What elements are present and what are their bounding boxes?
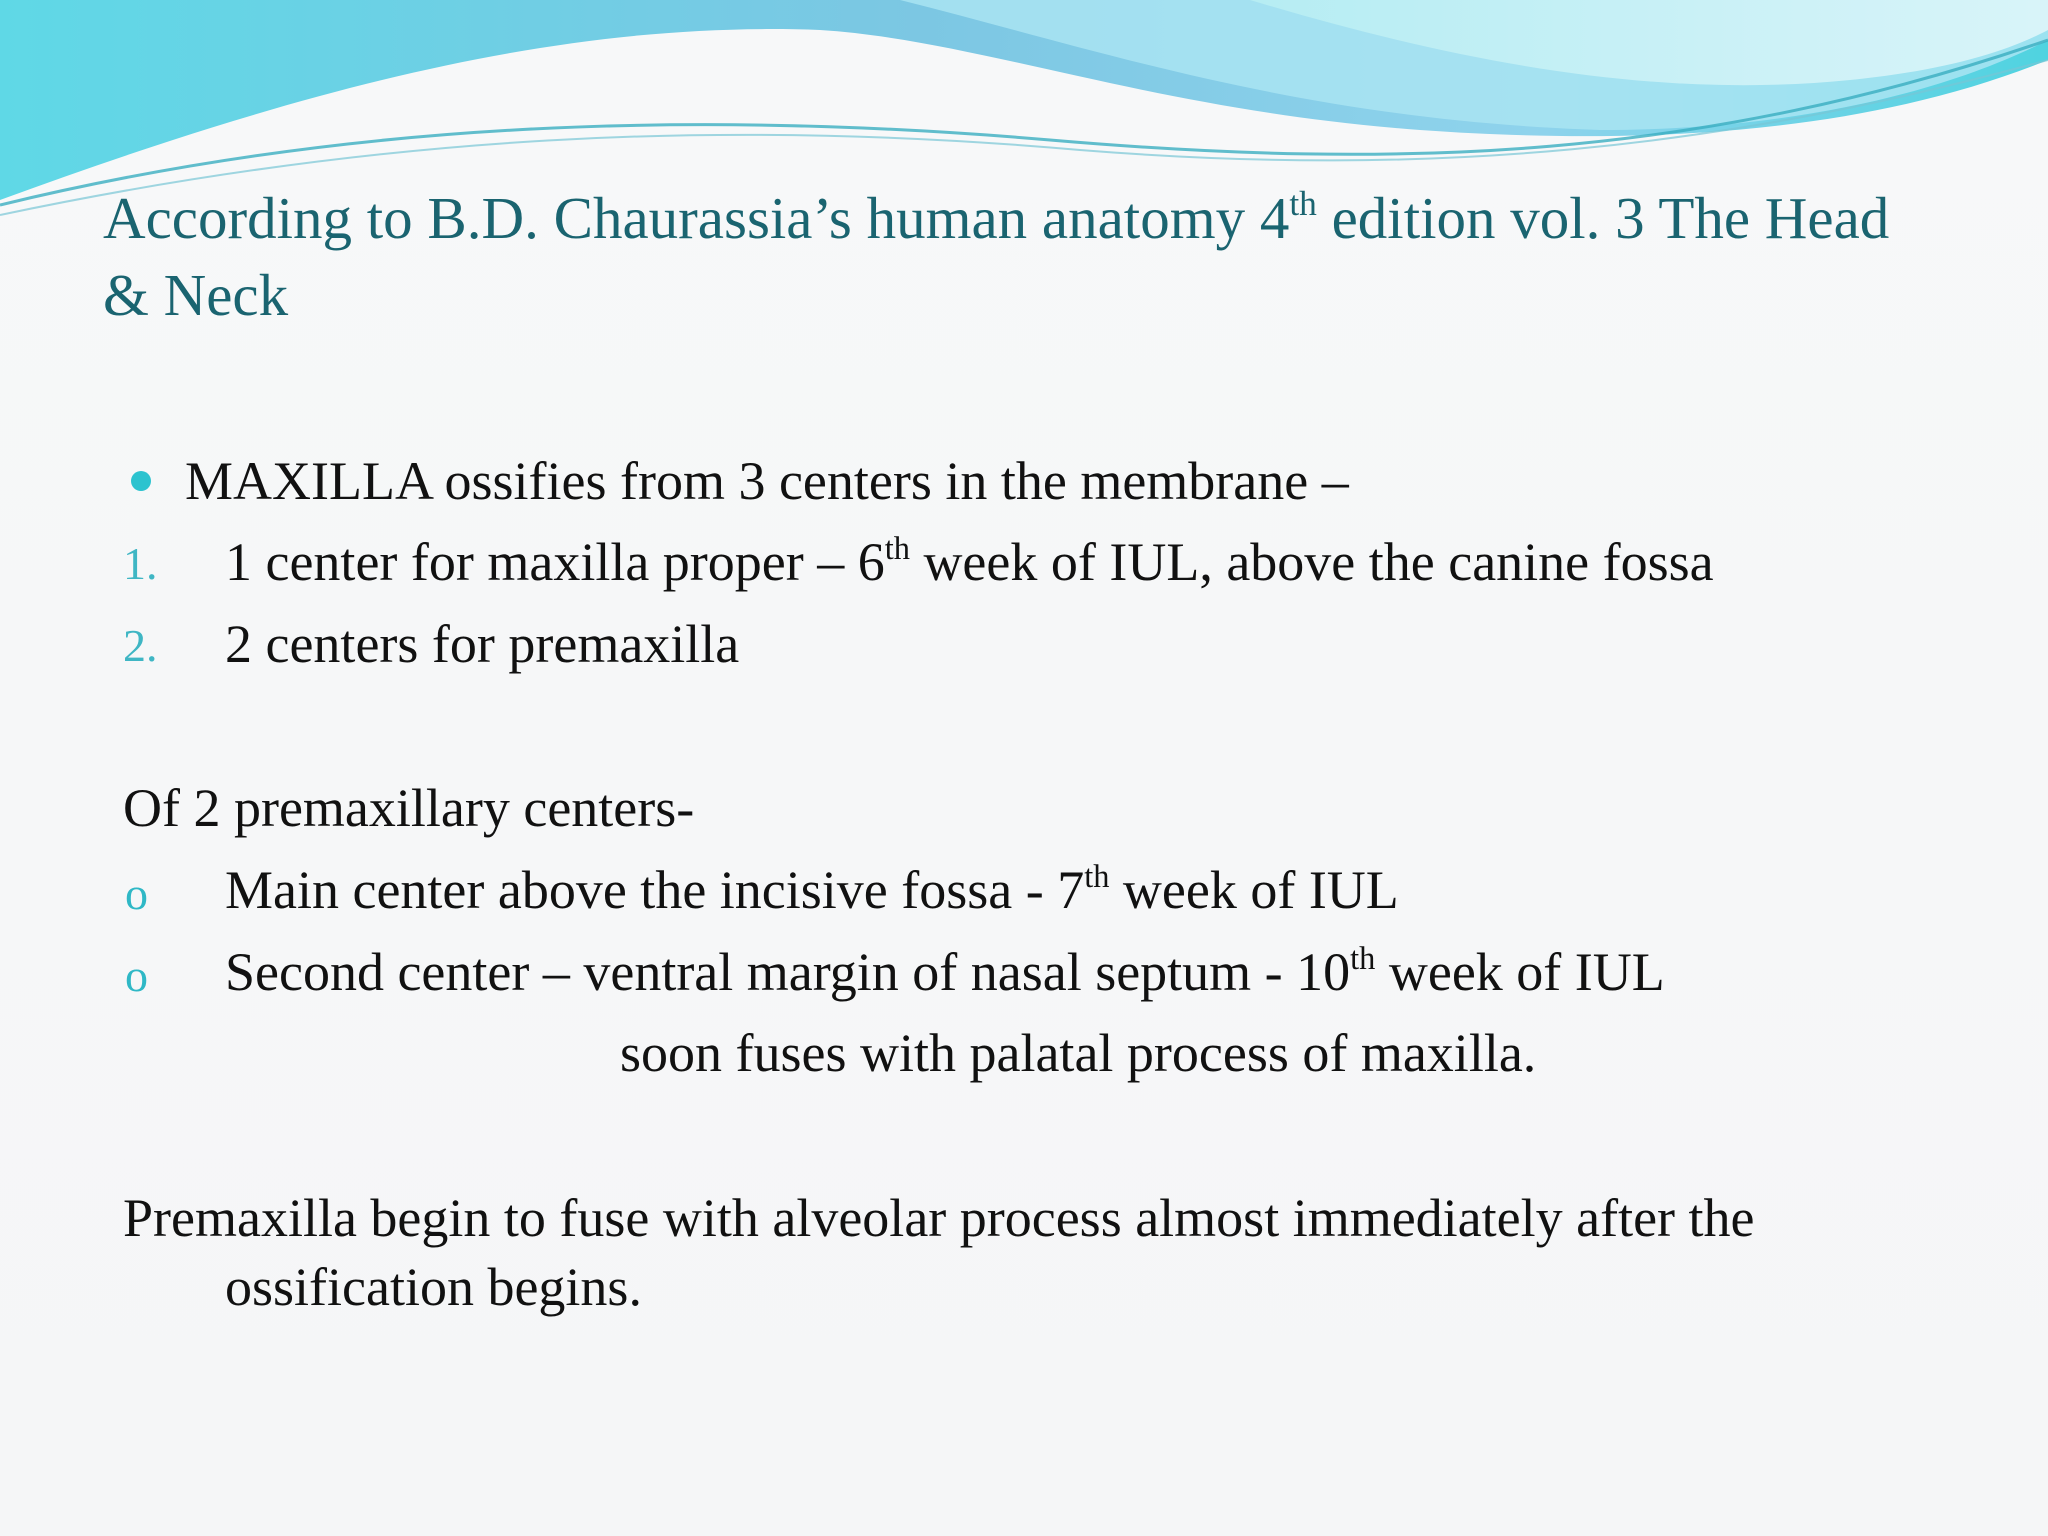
bullet-text: MAXILLA ossifies from 3 centers in the membrane –: [185, 451, 1349, 511]
sub-item-1-sup: th: [1084, 858, 1110, 895]
sub-item-1: [225, 858, 1399, 922]
slide-title: [103, 180, 1923, 334]
sub-item-2-sup: th: [1350, 940, 1376, 977]
closing-line-1: Premaxilla begin to fuse with alveolar process almost immediately after the: [123, 1188, 1755, 1248]
numbered-marker-1: 1.: [123, 538, 158, 589]
numbered-item-1-end: week of IUL, above the canine fossa: [909, 532, 1714, 592]
sub-item-2-end: week of IUL: [1375, 942, 1665, 1002]
sub-item-2-start: Second center – ventral margin of nasal septum - 10: [225, 942, 1351, 1002]
sub-item-2: [225, 940, 1665, 1004]
sub-item-1-start: Main center above the incisive fossa - 7: [225, 860, 1085, 920]
sub-item-1-end: week of IUL: [1109, 860, 1399, 920]
sub-marker-2: o: [125, 950, 148, 1001]
sub-marker-1: o: [125, 868, 148, 919]
premaxillary-heading: Of 2 premaxillary centers-: [123, 778, 695, 838]
closing-line-2: ossification begins.: [225, 1257, 642, 1317]
title-text-start: According to B.D. Chaurassia’s human anatomy 4: [103, 185, 1290, 251]
numbered-item-2: 2 centers for premaxilla: [225, 614, 740, 674]
title-text-end: edition vol. 3 The Head & Neck: [103, 185, 1890, 328]
numbered-item-1-start: 1 center for maxilla proper – 6: [225, 532, 885, 592]
numbered-marker-2: 2.: [123, 620, 158, 671]
bullet-dot-icon: [131, 471, 151, 491]
numbered-item-1: [225, 530, 1714, 594]
numbered-item-1-sup: th: [884, 530, 910, 567]
title-superscript: th: [1289, 183, 1317, 223]
continuation-text: soon fuses with palatal process of maxilla.: [620, 1023, 1537, 1083]
